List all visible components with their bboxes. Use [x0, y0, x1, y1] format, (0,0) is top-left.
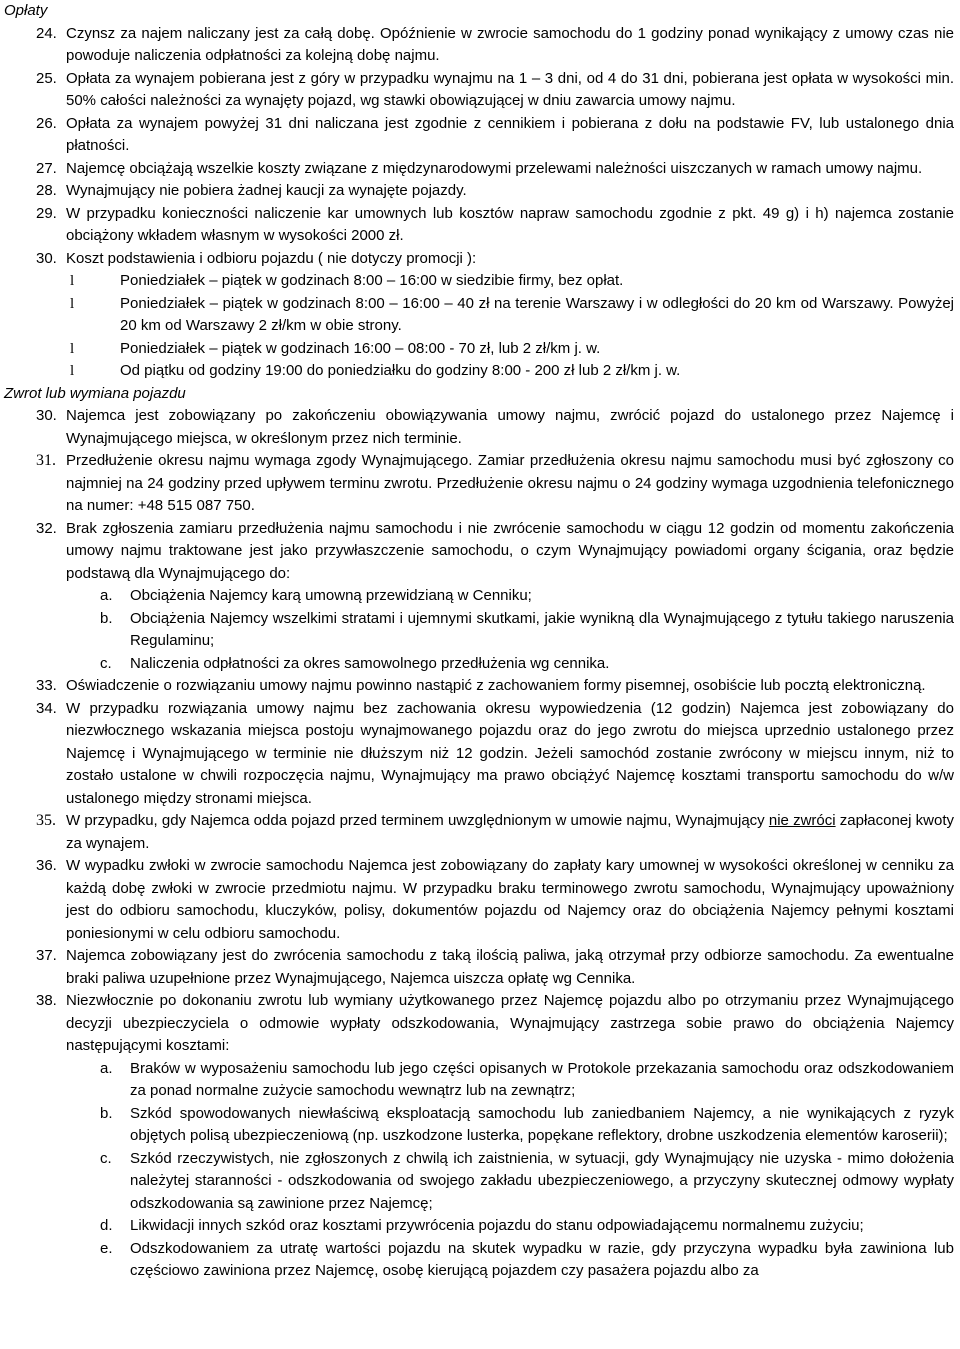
sub-item-text: Obciążenia Najemcy wszelkimi stratami i ujemnymi skutkami, jakie wynikną dla Wynajmującego z tytułu takiego naruszenia Regulaminu; — [130, 609, 954, 649]
item-text-before: W przypadku, gdy Najemca odda pojazd przed terminem uwzględnionym w umowie najmu, Wynajmujący — [66, 812, 769, 829]
sub-item-text: Naliczenia odpłatności za okres samowolnego przedłużenia wg cennika. — [130, 654, 610, 672]
item-text: Opłata za wynajem powyżej 31 dni naliczana jest zgodnie z cennikiem i pobierana z dołu na podstawie FV, lub ustalonego dnia płatności. — [66, 114, 954, 154]
list-item — [4, 68, 954, 113]
item-text: W przypadku rozwiązania umowy najmu bez zachowania okresu wypowiedzenia (12 godzin) Najemca jest zobowiązany do niezwłocznego wskazania miejsca postoju wynajmowanego pojazdu oraz do jego zwrotu do miejsca uprzednio ustalonego przez Najemcę i Wynajmującego w terminie nie dłuższym niż 12 godzin. Jeżeli samochód zostanie zwrócony w miejscu innym, niż to zostało ustalone w chwili rozpoczęcia najmu, Wynajmujący ma prawo obciążyć Najemcę kosztami transportu samochodu do w/w ustalonego między stronami miejsca. — [66, 699, 954, 807]
items-list-a — [4, 23, 954, 271]
item-text: Oświadczenie o rozwiązaniu umowy najmu powinno nastąpić z zachowaniem formy pisemnej, osobiście lub pocztą elektroniczną. — [66, 677, 926, 694]
bullet-item — [4, 360, 954, 383]
bullet-item — [4, 270, 954, 293]
bullet-text: Od piątku od godziny 19:00 do poniedziałku do godziny 8:00 - 200 zł lub 2 zł/km j. w. — [120, 362, 681, 379]
sub-list-item — [4, 653, 954, 676]
item-text: Przedłużenie okresu najmu wymaga zgody Wynajmującego. Zamiar przedłużenia okresu najmu samochodu musi być zgłoszony co najmniej na 24 godziny przed upływem terminu zwrotu. Przedłużenie okresu najmu o 24 godziny wymaga uzgodnienia telefonicznego na numer: +48 515 087 750. — [66, 452, 954, 514]
bullet-mark-icon: l — [70, 340, 75, 357]
sub-item-text: Szkód spowodowanych niewłaściwą eksploatacją samochodu lub zaniedbaniem Najemcy, a nie wynikających z ryzyk objętych polisą ubezpieczeniową (np. uszkodzone lusterka, popękane reflektory, drobne uszkodzenia elementów karoserii); — [130, 1104, 954, 1144]
list-item — [4, 855, 954, 945]
sub-list-item — [4, 1238, 954, 1283]
sub-list-item — [4, 608, 954, 653]
item-text: W przypadku konieczności naliczenie kar umownych lub kosztów napraw samochodu zgodnie z pkt. 49 g) i h) najemca zostanie obciążony wkładem własnym w wysokości 2000 zł. — [66, 204, 954, 244]
item-text: Brak zgłoszenia zamiaru przedłużenia najmu samochodu i nie zwrócenie samochodu w ciągu 12 godzin od momentu zakończenia umowy najmu traktowane jest jako przywłaszczenie samochodu, o czym Wynajmujący powiadomi organy ścigania, oraz będzie podstawą dla Wynajmującego do: — [66, 519, 954, 582]
sub-item-letter: a. — [100, 587, 113, 604]
sub-item-letter: c. — [100, 1149, 112, 1167]
item-text — [66, 810, 954, 855]
section-heading-oplaty: Opłaty — [4, 2, 48, 19]
list-item — [4, 180, 954, 203]
sub-list-item — [4, 1058, 954, 1103]
sub-item-text: Obciążenia Najemcy karą umowną przewidzianą w Cenniku; — [130, 587, 532, 604]
sub-item-letter: b. — [100, 1104, 113, 1122]
list-item — [4, 945, 954, 990]
bullet-item — [4, 293, 954, 338]
sub-list-38 — [4, 1058, 954, 1283]
sub-list-item — [4, 1148, 954, 1216]
sub-list-item — [4, 1215, 954, 1238]
list-item-30b — [4, 405, 954, 450]
sub-item-letter: a. — [100, 1059, 113, 1077]
item-text: Najemca jest zobowiązany po zakończeniu obowiązywania umowy najmu, zwrócić pojazd do ustalonego przez Najemcę i Wynajmującego miejsca, w określonym przez nich terminie. — [66, 407, 954, 447]
list-item — [4, 698, 954, 811]
item-text: Wynajmujący nie pobiera żadnej kaucji za wynajęte pojazdy. — [66, 182, 467, 199]
item-text: Czynsz za najem naliczany jest za całą dobę. Opóźnienie w zwrocie samochodu do 1 godziny ponad wynikający z umowy czas nie powoduje naliczenia odpłatności za kolejną dobę najmu. — [66, 24, 954, 64]
item-number: 36. — [36, 857, 57, 874]
sub-list-item — [4, 585, 954, 608]
sub-item-text: Likwidacji innych szkód oraz kosztami przywrócenia pojazdu do stanu odpowiadającemu normalnemu zużyciu; — [130, 1217, 864, 1234]
bullet-mark-icon: l — [70, 363, 75, 379]
items-list-b — [4, 675, 954, 810]
bullet-text: Poniedziałek – piątek w godzinach 8:00 – 16:00 w siedzibie firmy, bez opłat. — [120, 272, 624, 289]
list-item — [4, 990, 954, 1058]
sub-item-text: Odszkodowaniem za utratę wartości pojazdu na skutek wypadku w razie, gdy przyczyna wypadku była zawiniona lub częściowo zawiniona przez Najemcę, osobę kierującą pojazdem czy pasażera pojazdu albo za — [130, 1239, 954, 1279]
item-number: 38. — [36, 992, 57, 1009]
item-number: 27. — [36, 159, 57, 177]
list-item — [4, 113, 954, 158]
list-item — [4, 248, 954, 271]
item-number: 28. — [36, 182, 57, 199]
item-number: 26. — [36, 114, 57, 132]
item-number: 37. — [36, 947, 57, 964]
bullet-text: Poniedziałek – piątek w godzinach 16:00 – 08:00 - 70 zł, lub 2 zł/km j. w. — [120, 339, 601, 357]
sub-item-text: Szkód rzeczywistych, nie zgłoszonych z chwilą ich zaistnienia, w sytuacji, gdy Wynajmujący nie uzyska - mimo dołożenia należytej staranności - odszkodowania od swojego zakładu ubezpieczeniowego, a przyczyny skutecznej odmowy wypłaty odszkodowania są zawinione przez Najemcę; — [130, 1149, 954, 1212]
list-item-32 — [4, 518, 954, 586]
underlined-text: nie zwróci — [768, 812, 836, 829]
item-number: 34. — [36, 699, 57, 717]
item-text: Najemcę obciążają wszelkie koszty związane z międzynarodowymi przelewami należności uiszczanych w ramach umowy najmu. — [66, 159, 923, 177]
bullet-text: Poniedziałek – piątek w godzinach 8:00 – 16:00 – 40 zł na terenie Warszawy i w odległości do 20 km od Warszawy. Powyżej 20 km od Warszawy 2 zł/km w obie strony. — [120, 294, 954, 334]
item-number: 25. — [36, 69, 57, 87]
item-text: Opłata za wynajem pobierana jest z góry w przypadku wynajmu na 1 – 3 dni, od 4 do 31 dni, pobierana jest opłata w wysokości min. 50% całości należności za wynajęty pojazd, wg stawki obowiązującej w dniu zawarcia umowy najmu. — [66, 69, 954, 109]
item-text: W wypadku zwłoki w zwrocie samochodu Najemca jest zobowiązany do zapłaty kary umownej w wysokości określonej w cenniku za każdą dobę zwłoki w zwrocie przedmiotu najmu. W przypadku braku terminowego zwrotu samochodu, Wynajmujący upoważniony jest do odbioru samochodu, kluczyków, polisy, dokumentów pojazdu od Najemcy oraz do obciążenia Najemcy pełnymi kosztami poniesionymi w celu odbioru samochodu. — [66, 857, 954, 942]
bullet-list-30 — [4, 270, 954, 383]
item-number: 30. — [36, 249, 57, 267]
item-text: Niezwłocznie po dokonaniu zwrotu lub wymiany użytkowanego przez Najemcę pojazdu albo po otrzymaniu przez Wynajmującego decyzji ubezpieczyciela o odmowie wypłaty odszkodowania, Wynajmujący zastrzega sobie prawo do obciążenia Najemcy następującymi kosztami: — [66, 992, 954, 1054]
list-item-35 — [4, 810, 954, 855]
list-item — [4, 675, 954, 698]
list-item-31 — [4, 450, 954, 518]
list-item — [4, 203, 954, 248]
item-number: 30. — [36, 407, 57, 424]
sub-item-letter: d. — [100, 1217, 113, 1234]
sub-list-32 — [4, 585, 954, 675]
sub-item-text: Braków w wyposażeniu samochodu lub jego części opisanych w Protokole przekazania samochodu oraz odszkodowaniem za ponad normalne zużycie samochodu wewnątrz lub na zewnątrz; — [130, 1059, 954, 1099]
item-number: 32. — [36, 519, 57, 537]
item-number: 35. — [36, 812, 56, 829]
item-number: 33. — [36, 677, 57, 694]
item-number: 24. — [36, 24, 57, 42]
item-text: Najemca zobowiązany jest do zwrócenia samochodu z taką ilością paliwa, jaką otrzymał przy odbiorze samochodu. Za ewentualne braki paliwa uzupełnione przez Wynajmującego, Najemca uiszcza opłatę wg Cennika. — [66, 947, 954, 987]
item-text-after: zapłaconej kwoty za wynajem. — [66, 812, 955, 852]
sub-item-letter: b. — [100, 609, 113, 627]
bullet-item — [4, 338, 954, 361]
bullet-mark-icon: l — [70, 295, 75, 312]
item-text: Koszt podstawienia i odbioru pojazdu ( nie dotyczy promocji ): — [66, 249, 477, 267]
items-list-c — [4, 855, 954, 1058]
list-item — [4, 158, 954, 181]
sub-list-item — [4, 1103, 954, 1148]
sub-item-letter: c. — [100, 654, 112, 672]
sub-item-letter: e. — [100, 1239, 113, 1257]
section-heading-zwrot: Zwrot lub wymiana pojazdu — [4, 384, 186, 402]
item-number: 31. — [36, 452, 56, 469]
list-item — [4, 23, 954, 68]
bullet-mark-icon: l — [70, 273, 75, 289]
item-number: 29. — [36, 204, 57, 222]
